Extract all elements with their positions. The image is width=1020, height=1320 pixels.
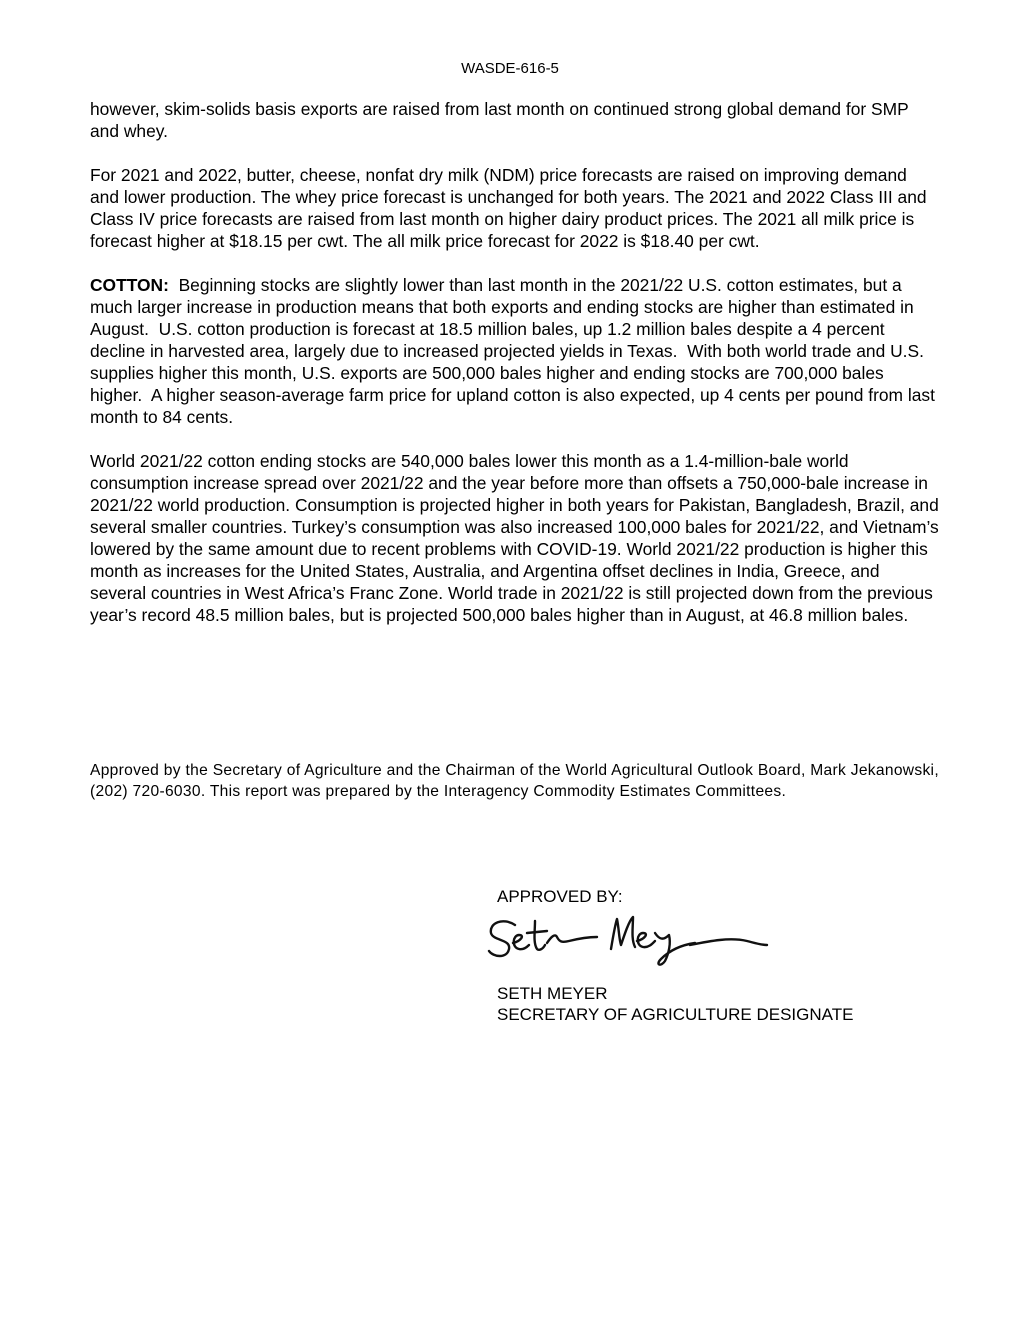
dairy-price-paragraph <box>90 164 940 252</box>
paragraph-text: For 2021 and 2022, butter, cheese, nonfat dry milk (NDM) price forecasts are raised on improving demand and lower production. The whey price forecast is unchanged for both years. The 2021 and 2022 Class III and Class IV price forecasts are raised from last month on higher dairy product prices. The 2021 all milk price is forecast higher at $18.15 per cwt. The all milk price forecast for 2022 is $18.40 per cwt. <box>90 165 927 251</box>
handwritten-signature <box>485 907 775 979</box>
page-number-header: WASDE-616-5 <box>461 60 559 77</box>
dairy-exports-paragraph <box>90 98 940 142</box>
approved-by-label: APPROVED BY: <box>497 887 623 906</box>
cotton-us-paragraph <box>90 274 940 428</box>
paragraph-text: World 2021/22 cotton ending stocks are 540,000 bales lower this month as a 1.4-million-bale world consumption increase spread over 2021/22 and the year before more than offsets a 750,000-bale increase in 2021/22 world production. Consumption is projected higher in both years for Pakistan, Bangladesh, Brazil, and several smaller countries. Turkey’s consumption was also increased 100,000 bales for 2021/22, and Vietnam’s lowered by the same amount due to recent problems with COVID-19. World 2021/22 production is higher this month as increases for the United States, Australia, and Argentina offset declines in India, Greece, and several countries in West Africa’s Franc Zone. World trade in 2021/22 is still projected down from the previous year’s record 48.5 million bales, but is projected 500,000 bales higher than in August, at 46.8 million bales. <box>90 451 939 625</box>
paragraph-text: however, skim-solids basis exports are raised from last month on continued strong global demand for SMP and whey. <box>90 99 909 141</box>
paragraph-text: Beginning stocks are slightly lower than last month in the 2021/22 U.S. cotton estimates, but a much larger increase in production means that both exports and ending stocks are higher than estimated in August. U.S. cotton production is forecast at 18.5 million bales, up 1.2 million bales despite a 4 percent decline in harvested area, largely due to increased projected yields in Texas. With both world trade and U.S. supplies higher this month, U.S. exports are 500,000 bales higher and ending stocks are 700,000 bales higher. A higher season-average farm price for upland cotton is also expected, up 4 cents per pound from last month to 84 cents. <box>90 275 940 427</box>
report-body <box>90 98 940 648</box>
signer-name: SETH MEYER <box>497 984 608 1003</box>
approval-note: Approved by the Secretary of Agriculture and the Chairman of the World Agricultural Outlook Board, Mark Jekanowski, (202) 720-6030. This report was prepared by the Interagency Commodity Estimates Committees. <box>90 762 939 800</box>
signature-block <box>497 886 917 1025</box>
cotton-world-paragraph <box>90 450 940 626</box>
signer-title: SECRETARY OF AGRICULTURE DESIGNATE <box>497 1005 854 1024</box>
cotton-heading: COTTON: <box>90 275 169 295</box>
